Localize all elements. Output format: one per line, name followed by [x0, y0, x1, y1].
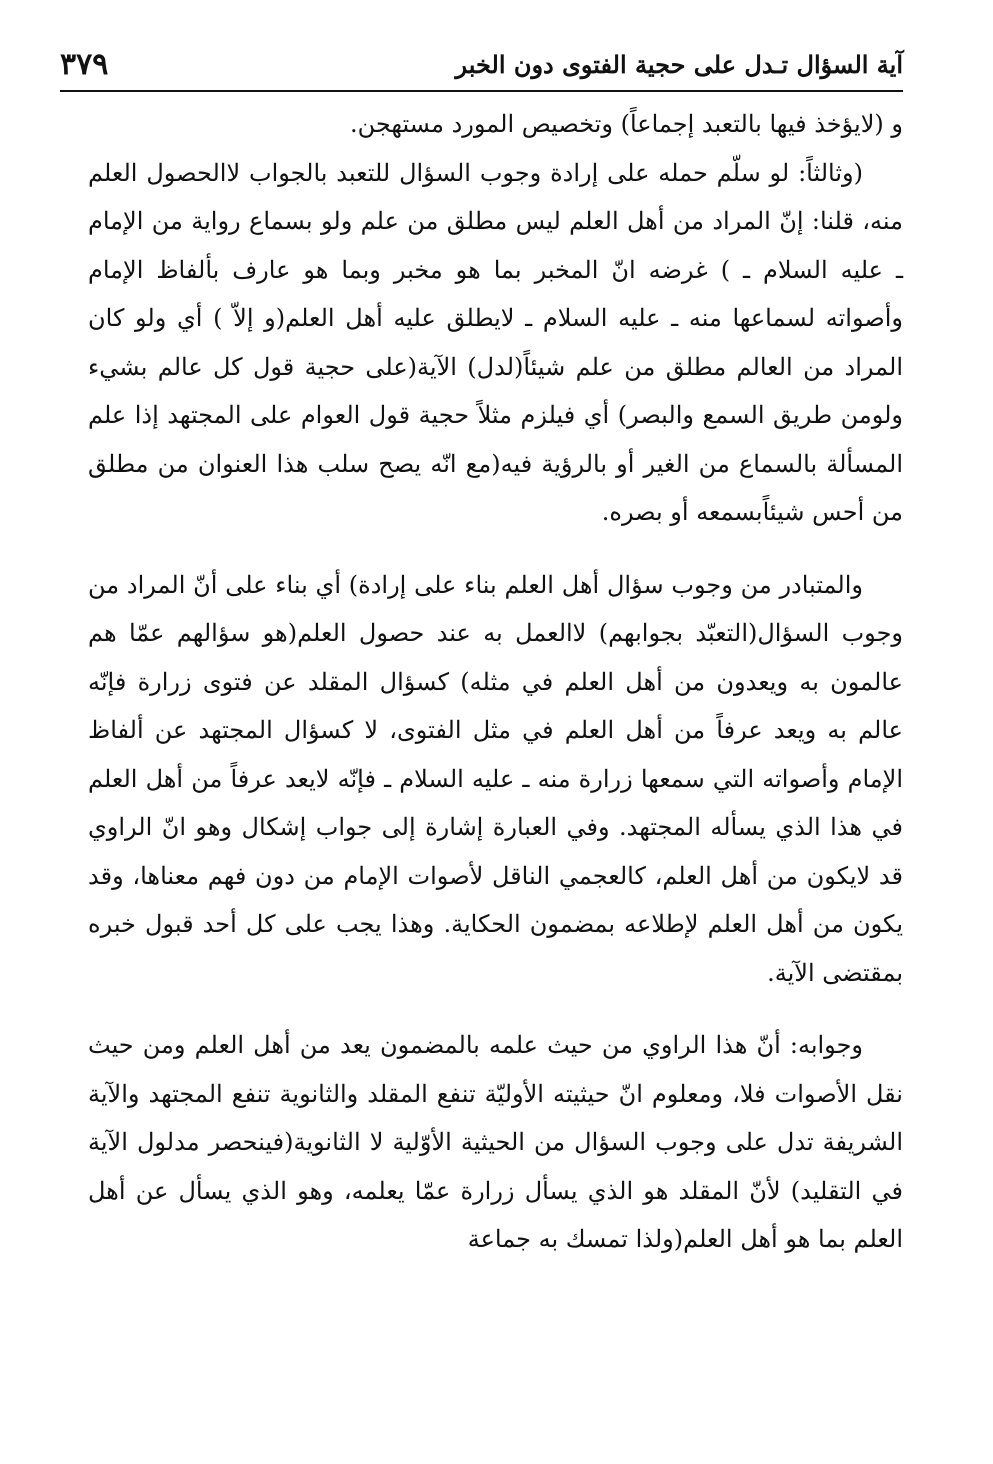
page-header	[60, 38, 903, 92]
running-title: آية السؤال تـدل على حجية الفتوى دون الخبر	[455, 49, 903, 79]
main-text	[88, 100, 903, 1264]
paragraph-2: (وثالثاً: لو سلّم حمله على إرادة وجوب السؤال للتعبد بالجواب لاالحصول العلم منه، قلنا: إنّ المراد من أهل العلم ليس مطلق من علم ولو بسماع رواية من الإمام ـ عليه السلام ـ ) غرضه انّ المخبر بما هو مخبر وبما هو عارف بألفاظ الإمام وأصواته لسماعها منه ـ عليه السلام ـ لايطلق عليه أهل العلم(و إلاّ ) أي ولو كان المراد من العالم مطلق من علم شيئاً(لدل) الآية(على حجية قول كل عالم بشيء ولومن طريق السمع والبصر) أي فيلزم مثلاً حجية قول العوام على المجتهد إذا علم المسألة بالسماع من الغير أو بالرؤية فيه(مع انّه يصح سلب هذا العنوان من مطلق من أحس شيئاًبسمعه أو بصره.	[88, 158, 904, 526]
page-number: ٣٧٩	[60, 46, 109, 82]
paragraph-3: والمتبادر من وجوب سؤال أهل العلم بناء على إرادة) أي بناء على أنّ المراد من وجوب السؤال(التعبّد بجوابهم) لاالعمل به عند حصول العلم(هو سؤالهم عمّا هم عالمون به ويعدون من أهل العلم في مثله) كسؤال المقلد عن فتوى زرارة فإنّه عالم به ويعد عرفاً من أهل العلم في مثل الفتوى، لا كسؤال المجتهد عن ألفاظ الإمام وأصواته التي سمعها زرارة منه ـ عليه السلام ـ فإنّه لايعد عرفاً من أهل العلم في هذا الذي يسأله المجتهد. وفي العبارة إشارة إلى جواب إشكال وهو انّ الراوي قد لايكون من أهل العلم، كالعجمي الناقل لأصوات الإمام من دون فهم معناها، وقد يكون من أهل العلم لإطلاعه بمضمون الحكاية. وهذا يجب على كل أحد قبول خبره بمقتضى الآية.	[88, 570, 903, 987]
paragraph-1: و (لايؤخذ فيها بالتعبد إجماعاً) وتخصيص المورد مستهجن.	[349, 110, 903, 138]
paragraph-4: وجوابه: أنّ هذا الراوي من حيث علمه بالمضمون يعد من أهل العلم ومن حيث نقل الأصوات فلا، ومعلوم انّ حيثيته الأوليّة تنفع المقلد والثانوية تنفع المجتهد والآية الشريفة تدل على وجوب السؤال من الحيثية الأوّلية لا الثانوية(فينحصر مدلول الآية في التقليد) لأنّ المقلد هو الذي يسأل زرارة عمّا يعلمه، وهو الذي يسأل عن أهل العلم بما هو أهل العلم(ولذا تمسك به جماعة	[88, 1031, 904, 1253]
